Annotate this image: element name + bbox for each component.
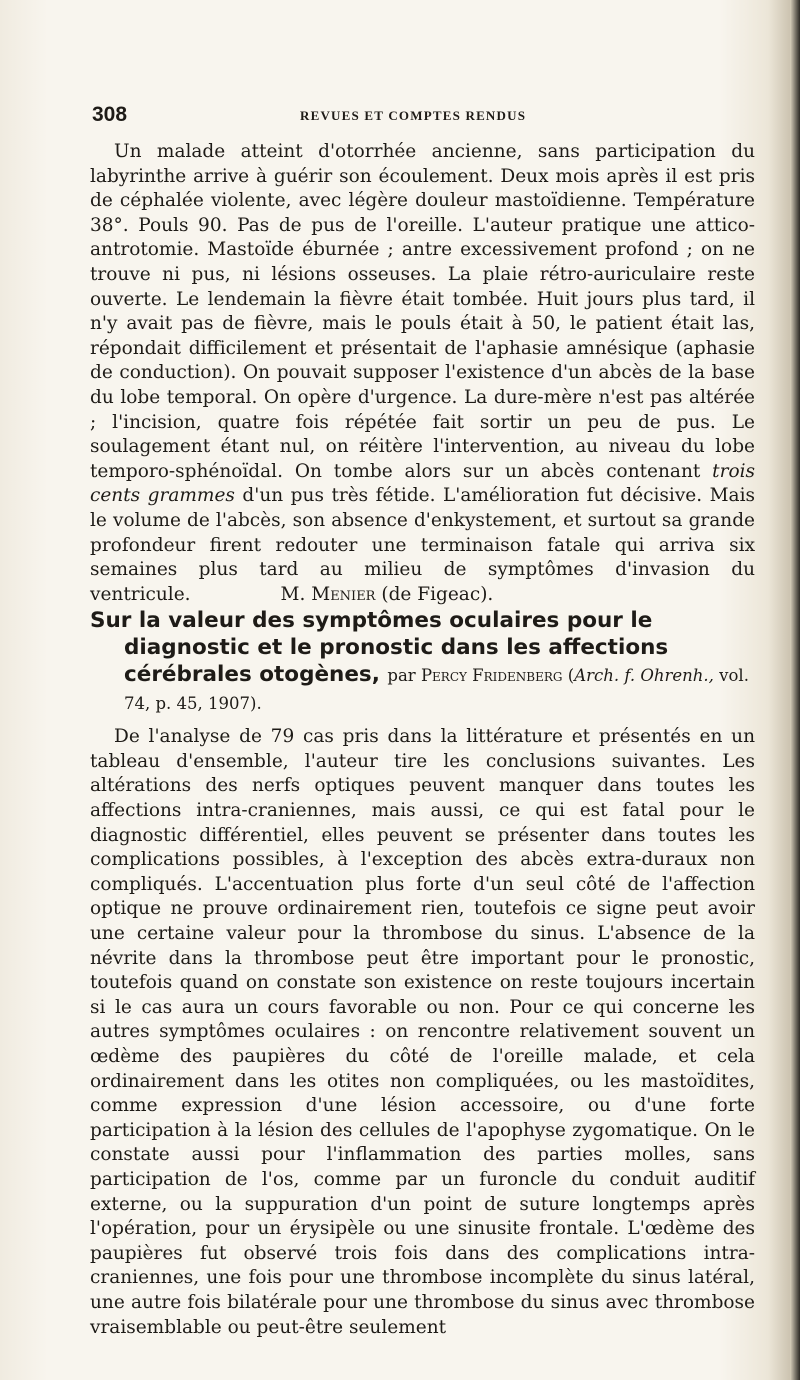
article-title-text: Sur la valeur des symptômes oculaires pour le diagnostic et le pronostic dans les affections cérébrales otogènes, <box>90 608 669 688</box>
author-place: (de Figeac). <box>381 583 494 605</box>
paragraph-analysis: De l'analyse de 79 cas pris dans la littérature et présentés en un tableau d'ensemble, l'auteur tire les conclusions suivantes. Les altérations des nerfs optiques peuvent manquer dans toutes les affections intra-craniennes, mais aussi, ce qui est fatal pour le diagnostic différentiel, elles peuvent se présenter dans toutes les complications possibles, à l'exception des abcès extra-duraux non compliqués. L'accentuation plus forte d'un seul côté de l'affection optique ne prouve ordinairement rien, toutefois ce signe peut avoir une certaine valeur pour la thrombose du sinus. L'absence de la névrite dans la thrombose peut être important pour le pronostic, toutefois quand on constate son existence on reste toujours incertain si le cas aura un cours favorable ou non. Pour ce qui concerne les autres symptômes oculaires : on rencontre relativement souvent un œdème des paupières du côté de l'oreille malade, et cela ordinairement dans les otites non compliquées, ou les mastoïdites, comme expression d'une lésion accessoire, ou d'une forte participation à la lésion des cellules de l'apophyse zygomatique. On le constate aussi pour l'inflammation des parties molles, sans participation de l'os, comme par un furoncle du conduit auditif externe, ou la suppuration d'un point de suture longtemps après l'opération, pour un érysipèle ou une sinusite frontale. L'œdème des paupières fut observé trois fois dans des complications intra-craniennes, une fois pour une thrombose incomplète du sinus latéral, une autre fois bilatérale pour une thrombose du sinus avec thrombose vraisemblable ou peut-être seulement <box>90 726 755 1338</box>
article-title <box>90 607 755 717</box>
paragraph-text: Un malade atteint d'otorrhée ancienne, sans participation du labyrinthe arrive à guérir son écoulement. Deux mois après il est pris de céphalée violente, avec légère douleur mastoïdienne. Température 38°. Pouls 90. Pas de pus de l'oreille. L'auteur pratique une attico-antrotomie. Mastoïde éburnée ; antre excessivement profond ; on ne trouve ni pus, ni lésions osseuses. La plaie rétro-auriculaire reste ouverte. Le lendemain la fièvre était tombée. Huit jours plus tard, il n'y avait pas de fièvre, mais le pouls était à 50, le patient était las, répondait difficilement et présentait de l'aphasie amnésique (aphasie de conduction). On pouvait supposer l'existence d'un abcès de la base du lobe temporal. On opère d'urgence. La dure-mère n'est pas altérée ; l'incision, quatre fois répétée fait sortir un peu de pus. Le soulagement étant nul, on réitère l'intervention, au niveau du lobe temporo-sphénoïdal. On tombe alors sur un abcès contenant <box>90 141 755 482</box>
page-number: 308 <box>92 103 128 126</box>
body-text <box>90 140 755 1340</box>
author-initial: M. <box>280 583 306 605</box>
page-header <box>92 103 732 129</box>
author-name: Menier <box>311 583 376 605</box>
review-author <box>281 584 494 605</box>
paragraph-text: d'un pus très fétide. L'amélioration fut décisive. Mais le volume de l'abcès, son absence d'enkystement, et surtout sa grande profondeur firent redouter une terminaison fatale qui arriva six semaines plus tard au milieu de symptômes d'invasion du ventricule. <box>90 485 755 605</box>
journal-name: Arch. f. Ohrenh., <box>574 666 714 686</box>
running-head: REVUES ET COMPTES RENDUS <box>300 108 527 123</box>
emphasis-text: trois cents grammes <box>90 460 755 507</box>
page-edge-shadow <box>790 0 800 1380</box>
citation-paren: ( <box>567 666 575 686</box>
paragraph-case-report <box>90 140 755 607</box>
byline-par: par <box>387 666 416 686</box>
citation-details: vol. 74, p. 45, 1907). <box>124 666 749 714</box>
article-author: Percy Fridenberg <box>420 666 563 686</box>
